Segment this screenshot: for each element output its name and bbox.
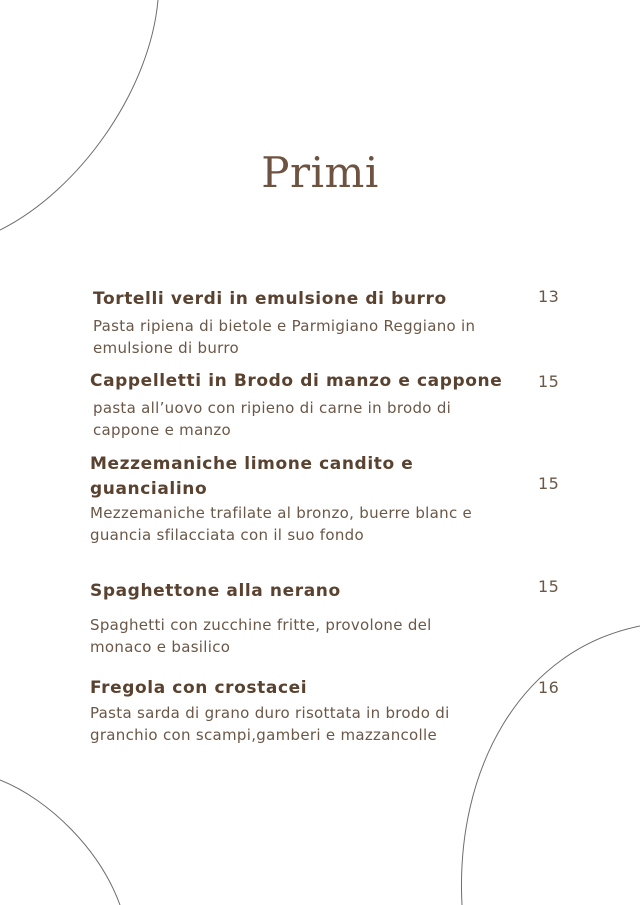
dish-name: Tortelli verdi in emulsione di burro xyxy=(93,289,447,309)
dish-price: 15 xyxy=(538,474,560,493)
dish-description: pasta all’uovo con ripieno di carne in brodo di cappone e manzo xyxy=(93,399,452,439)
dish-description: Mezzemaniche trafilate al bronzo, buerre blanc e guancia sfilacciata con il suo fondo xyxy=(90,504,473,544)
dish-name: Cappelletti in Brodo di manzo e cappone xyxy=(90,371,503,391)
dish-name: Spaghettone alla nerano xyxy=(90,581,341,601)
dish-description: Pasta sarda di grano duro risottata in brodo di granchio con scampi,gamberi e mazzancolle xyxy=(90,704,450,744)
section-title: Primi xyxy=(261,148,379,197)
dish-description: Spaghetti con zucchine fritte, provolone del monaco e basilico xyxy=(90,616,432,656)
menu-item xyxy=(90,369,510,441)
dish-price: 16 xyxy=(538,678,560,697)
dish-price: 13 xyxy=(538,287,560,306)
dish-name: Mezzemaniche limone candito e guancialino xyxy=(90,454,414,499)
dish-name: Fregola con crostacei xyxy=(90,678,308,698)
bottom-right-arc xyxy=(461,626,640,905)
menu-item xyxy=(90,676,490,746)
menu-item xyxy=(93,287,513,359)
menu-item xyxy=(90,452,480,546)
bottom-left-arc xyxy=(0,780,120,905)
dish-price: 15 xyxy=(538,372,560,391)
menu-item xyxy=(90,579,490,658)
dish-price: 15 xyxy=(538,577,560,596)
dish-description: Pasta ripiena di bietole e Parmigiano Reggiano in emulsione di burro xyxy=(93,317,476,357)
